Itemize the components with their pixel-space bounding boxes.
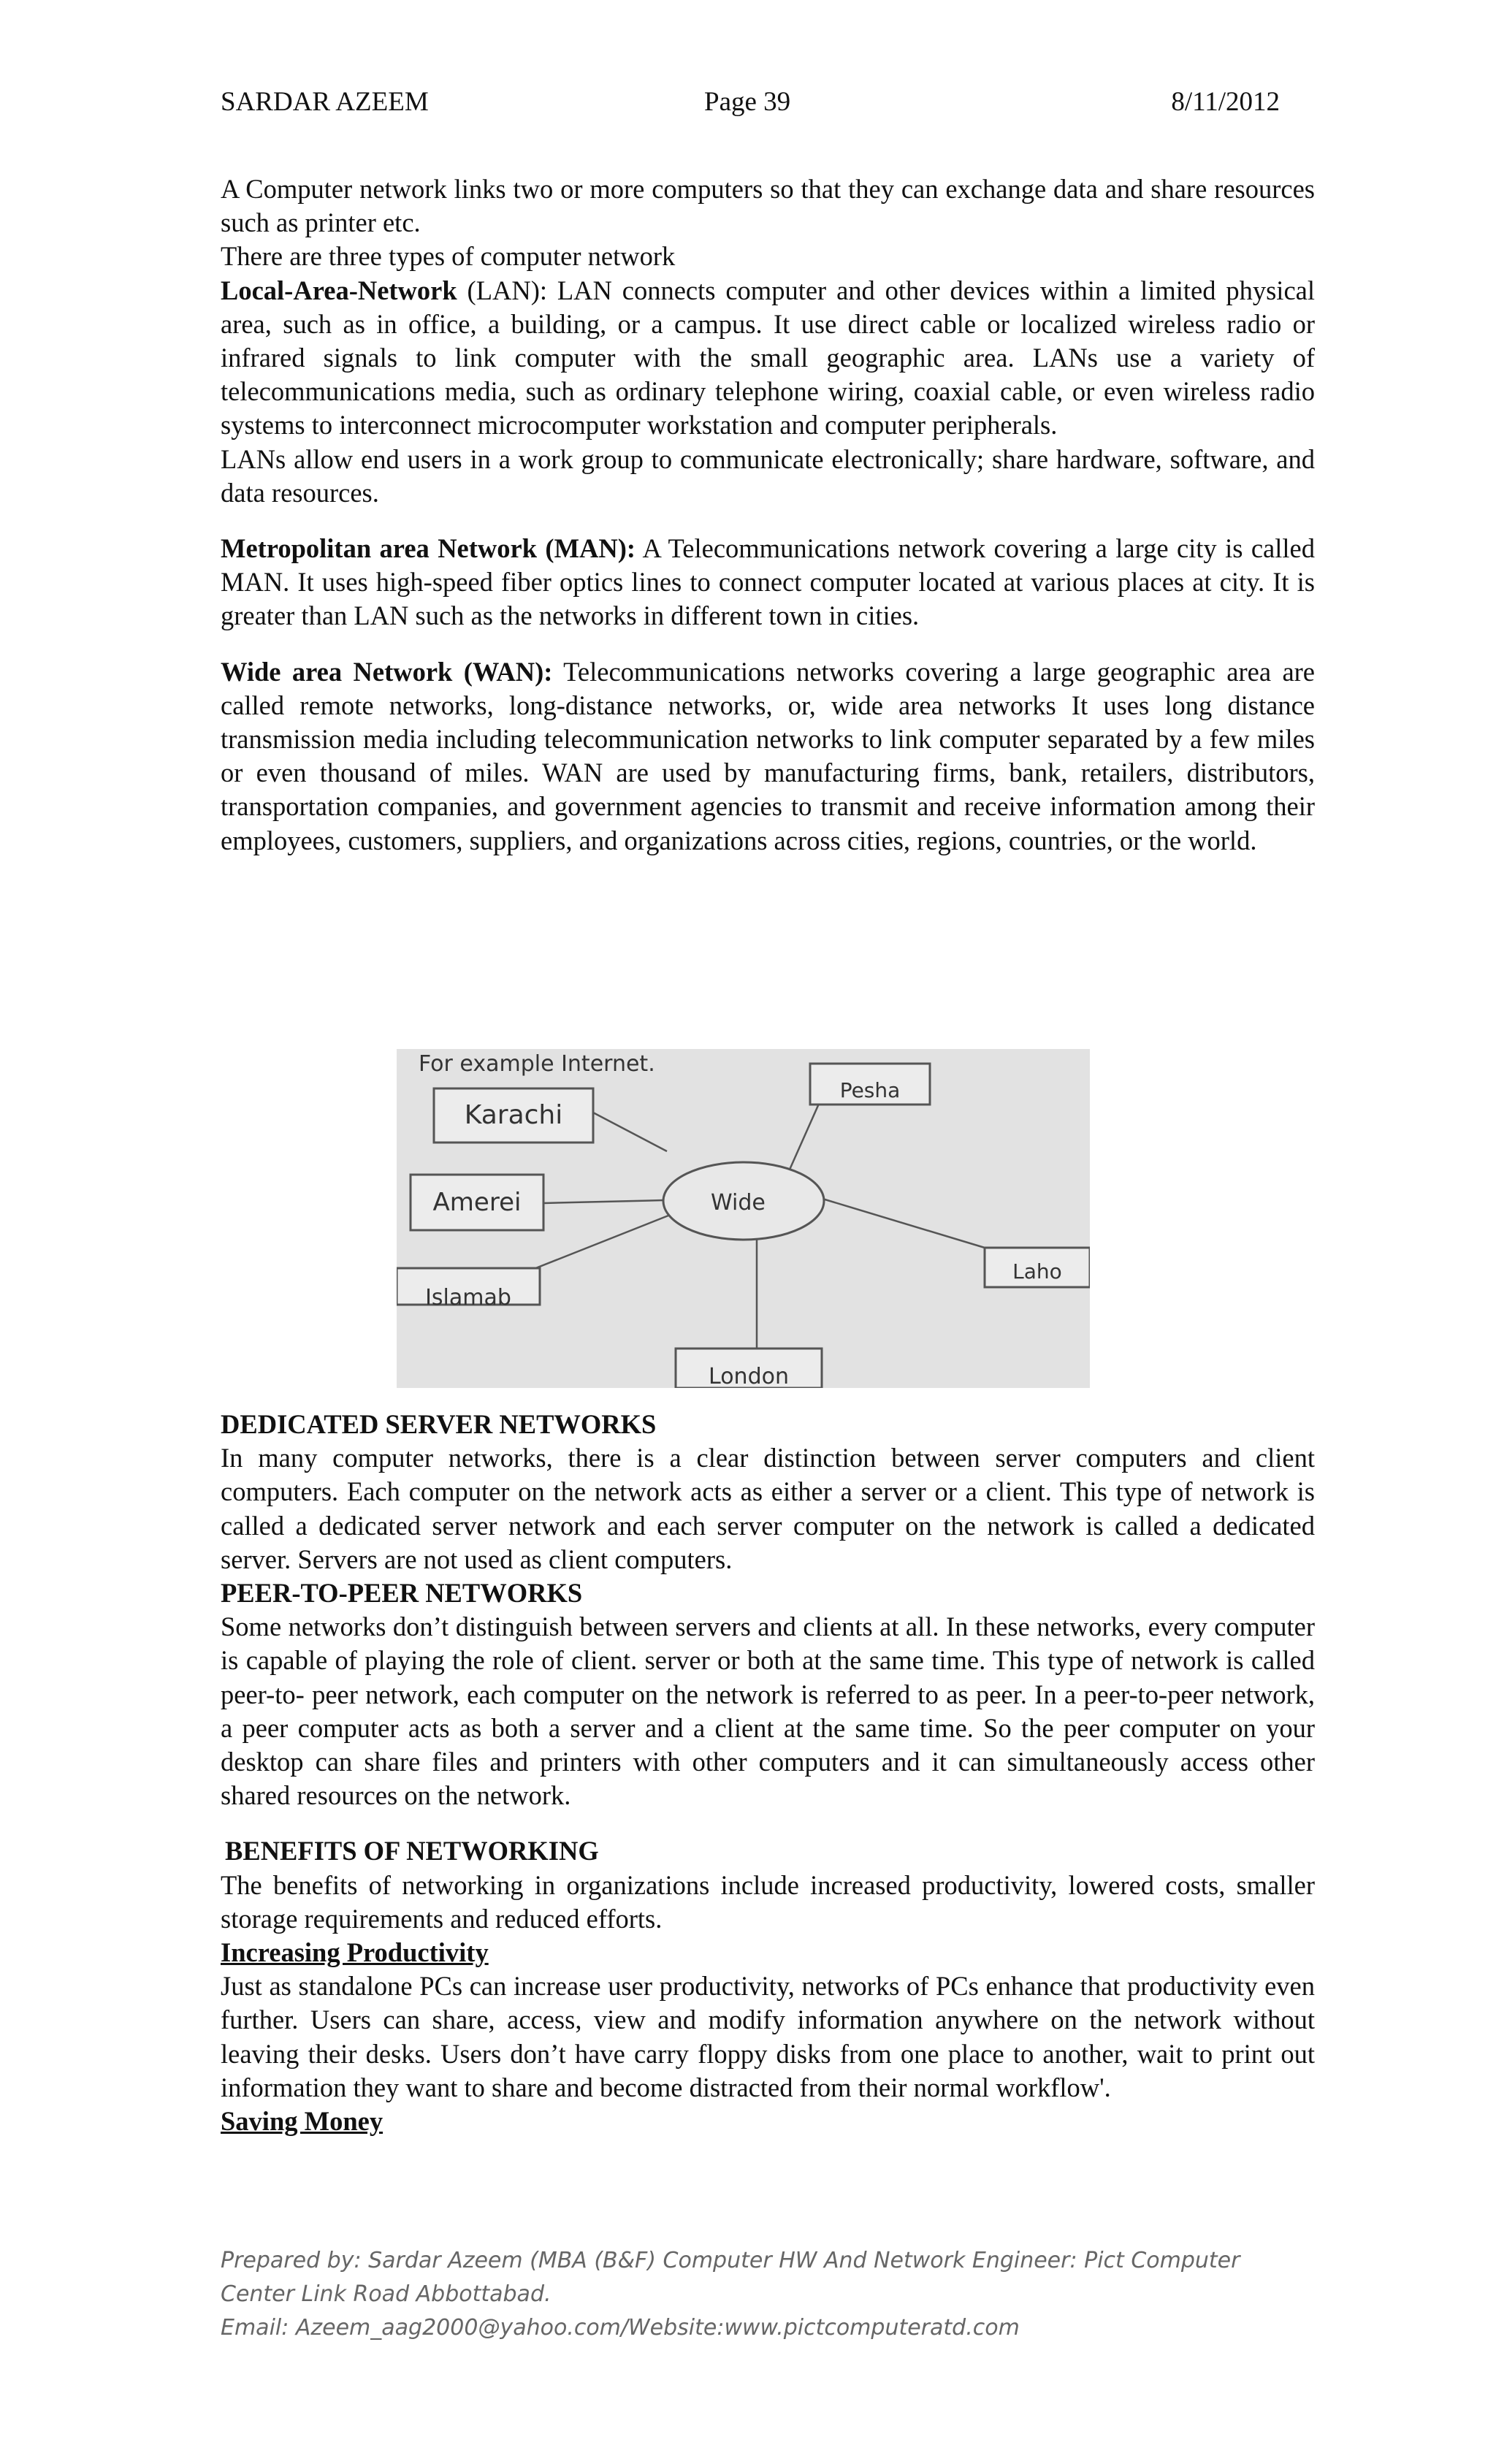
header-page-number: Page 39	[704, 87, 791, 117]
footer-line-3: Email: Azeem_aag2000@yahoo.com/Website:www.pictcomputeratd.com	[221, 2315, 1020, 2341]
footer-line-1: Prepared by: Sardar Azeem (MBA (B&F) Computer HW And Network Engineer: Pict Computer	[221, 2248, 1240, 2273]
man-paragraph	[221, 532, 1315, 633]
dedicated-heading: DEDICATED SERVER NETWORKS	[221, 1409, 657, 1439]
header-author: SARDAR AZEEM	[221, 87, 429, 117]
node-label-amerei: Amerei	[432, 1188, 522, 1217]
productivity-heading: Increasing Productivity	[221, 1937, 489, 1968]
intro-types-line: There are three types of computer network	[221, 241, 676, 272]
page-header	[221, 86, 1280, 130]
wan-text: Telecommunications networks covering a large geographic area are called remote networks, long-distance networks, or, wide area networks It uses long distance transmission media including telecommunication networks to link computer separated by a few miles or even thousand of miles. WAN are used by manufacturing firms, bank, retailers, distributors, transportation companies, and government agencies to transmit and receive information among their employees, customers, suppliers, and organizations across cities, regions, countries, or the world.	[221, 656, 1315, 855]
wan-diagram-svg	[397, 1049, 1090, 1388]
node-label-london: London	[709, 1364, 789, 1388]
node-label-lahore: Laho	[1012, 1259, 1062, 1284]
wan-center-label: Wide	[711, 1190, 766, 1216]
node-label-karachi: Karachi	[464, 1100, 563, 1130]
man-text: A Telecommunications network covering a large city is called MAN. It uses high-speed fiber optics lines to connect computer located at various places at city. It is greater than LAN such as the networks in different town in cities.	[221, 533, 1315, 631]
benefits-paragraph: The benefits of networking in organizations include increased productivity, lowered costs, smaller storage requirements and reduced efforts.	[221, 1869, 1315, 1934]
peer-heading: PEER-TO-PEER NETWORKS	[221, 1578, 583, 1609]
node-label-pesha: Pesha	[839, 1078, 901, 1102]
benefits-heading: BENEFITS OF NETWORKING	[225, 1836, 599, 1866]
wan-diagram	[397, 1049, 1090, 1388]
productivity-paragraph: Just as standalone PCs can increase user productivity, networks of PCs enhance that productivity even further. Users can share, access, view and modify information anywhere on the network without leaving their desks. Users don’t have carry floppy disks from one place to another, wait to print out information they want to share and become distracted from their normal workflow'.	[221, 1971, 1315, 2102]
lan-term: Local-Area-Network	[221, 275, 457, 305]
lan-paragraph	[221, 274, 1315, 443]
saving-money-heading: Saving Money	[221, 2106, 383, 2137]
wan-paragraph	[221, 655, 1315, 858]
page-footer	[221, 2244, 1316, 2345]
footer-line-2: Center Link Road Abbottabad.	[221, 2281, 552, 2307]
header-date: 8/11/2012	[1171, 87, 1280, 117]
man-term: Metropolitan area Network (MAN):	[221, 533, 636, 564]
wan-term: Wide area Network (WAN):	[221, 656, 553, 687]
network-models-section	[221, 1408, 1315, 2138]
lan-text: (LAN): LAN connects computer and other devices within a limited physical area, such as in office, a building, or a campus. It use direct cable or localized wireless radio or infrared signals to link computer with the small geographic area. LANs use a variety of telecommunications media, such as ordinary telephone wiring, coaxial cable, or even wireless radio systems to interconnect microcomputer workstation and computer peripherals.	[221, 275, 1315, 440]
intro-paragraph: A Computer network links two or more computers so that they can exchange data and share resources such as printer etc.	[221, 174, 1315, 238]
node-label-islamab: Islamab	[425, 1285, 511, 1311]
network-types-section	[221, 172, 1315, 858]
dedicated-paragraph: In many computer networks, there is a clear distinction between server computers and client computers. Each computer on the network acts as either a server or a client. This type of network is called a dedicated server network and each server computer on the network is called a dedicated server. Servers are not used as client computers.	[221, 1443, 1315, 1574]
diagram-caption: For example Internet.	[419, 1051, 655, 1077]
peer-paragraph: Some networks don’t distinguish between servers and clients at all. In these networks, every computer is capable of playing the role of client. server or both at the same time. This type of network is called peer-to- peer network, each computer on the network is referred to as peer. In a peer-to-peer network, a peer computer acts as both a server and a client at the same time. So the peer computer on your desktop can share files and printers with other computers and it can simultaneously access other shared resources on the network.	[221, 1611, 1315, 1811]
lan-paragraph-2: LANs allow end users in a work group to communicate electronically; share hardware, software, and data resources.	[221, 443, 1315, 508]
